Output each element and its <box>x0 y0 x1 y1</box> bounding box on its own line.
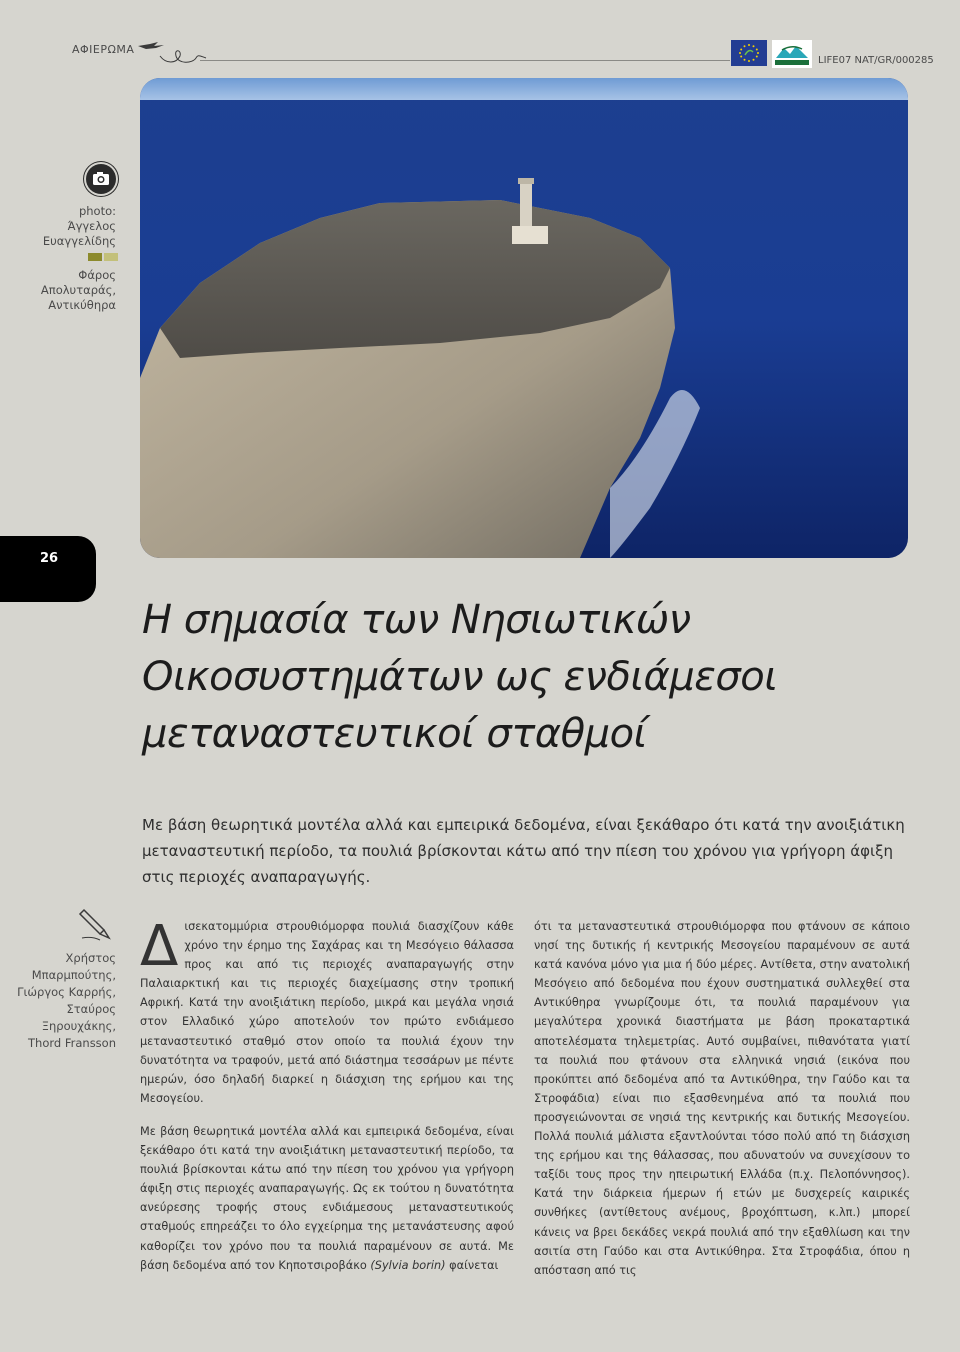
lighthouse-photo <box>140 78 908 558</box>
title-line-3: μεταναστευτικοί σταθμοί <box>142 711 647 757</box>
page-number: 26 <box>40 551 59 566</box>
paragraph-1 <box>140 914 514 1108</box>
photo-credit-label: photo: <box>78 204 116 218</box>
authors: Χρήστος Μπαρμπούτης, Γιώργος Καρρής, Σταύρος Ξηρουχάκης, Thord Fransson <box>17 951 116 1050</box>
section-label: ΑΦΙΕΡΩΜΑ <box>72 43 135 56</box>
pen-icon <box>78 906 112 942</box>
body-column-left <box>140 914 514 1289</box>
bird-logo-icon <box>136 34 216 68</box>
eu-flag-icon <box>731 40 767 66</box>
caption-marker <box>88 253 118 261</box>
paragraph-3: ότι τα μεταναστευτικά στρουθιόμορφα που φτάνουν σε κάποιο νησί της δυτικής ή κεντρικής Μεσογείου παραμένουν σε αυτά κατά κανόνα μόνο για μια ή δύο μέρες. Αντίθετα, στην ανατολική Μεσόγειο από δεδομένα που έχουν συστηματικά συλλεχθεί στα Αντικύθηρα γνωρίζουμε ότι, τα πουλιά παραμένουν για μεγαλύτερα χρονικά διαστήματα με βάση προκαταρτικά αποτελέσματα τηλεμετρίας. Αυτό συμβαίνει, πιθανότατα γιατί τα πουλιά που φτάνουν στα ελληνικά νησιά (εικόνα που προκύπτει από δεδομένα από τα Αντικύθηρα, την Γαύδο και τα Στροφάδια) είναι πιο εξασθενημένα από τα πουλιά που προσγειώνονται σε νησιά της κεντρικής και δυτικής Μεσογείου. Πολλά πουλιά μάλιστα εξαντλούνται τόσο πολύ από τη διάσχιση της ερήμου και της θάλασσας, που αδυνατούν να συνεχίσουν το ταξίδι τους προς την ηπειρωτική Ελλάδα (π.χ. Πελοπόννησος). Κατά την διάρκεια ήμερων ή ετών με δυσχερείς καιρικές συνθήκες (αντίθετους ανέμους, βροχόπτωση, κ.λπ.) μπορεί κάνεις να βρει δεκάδες νεκρά πουλιά από την εξαθλίωση και την ασιτία στη Γαύδο και στα Αντικύθηρα. Στα Στροφάδια, όπου η απόσταση από τις <box>534 920 910 1277</box>
paragraph-1-text: ισεκατομμύρια στρουθιόμορφα πουλιά διασχίζουν κάθε χρόνο την έρημο της Σαχάρας και τη Μεσόγειο θάλασσα προς και από τις περιοχές αναπαραγωγής στην Παλαιαρκτική και τις περιοχές διαχείμασης στην τροπική Αφρική. Κατά την ανοιξιάτικη περίοδο, μικρά και μεγάλα νησιά στον Ελλαδικό χώρο αποτελούν τον πρώτο ενδιάμεσο μεταναστευτικό σταθμό στον οποίο τα πουλιά έχουν την δυνατότητα να τραφούν, μετά από διάστημα τεσσάρων με πέντε ημερών, όσο δηλαδή διαρκεί η διάσχιση της ερήμου και της Μεσογείου. <box>140 920 514 1105</box>
natura-2000-icon <box>772 40 812 68</box>
lead-paragraph: Με βάση θεωρητικά μοντέλα αλλά και εμπειρικά δεδομένα, είναι ξεκάθαρο ότι κατά την ανοιξιάτικη μεταναστευτική περίοδο, τα πουλιά βρίσκονται κάτω από την πίεση του χρόνου για γρήγορη άφιξη στις περιοχές αναπαραγωγής. <box>142 816 905 886</box>
paragraph-2 <box>140 1122 514 1275</box>
paragraph-2-end: φαίνεται <box>445 1258 499 1272</box>
header-rule <box>200 60 730 61</box>
photo-credit <box>6 204 116 249</box>
paragraph-2-text: Με βάση θεωρητικά μοντέλα αλλά και εμπειρικά δεδομένα, είναι ξεκάθαρο ότι κατά την ανοιξιάτικη μεταναστευτική περίοδο, τα πουλιά βρίσκονται κάτω από την πίεση του χρόνου για γρήγορη άφιξη στις περιοχές αναπαραγωγής. Ως εκ τούτου η δυνατότητα ανεύρεσης τροφής στους ενδιάμεσους μεταναστευτικούς σταθμούς επηρεάζει το όλο εγχείρημα της μετανάστευσης αφού καθορίζει τον χρόνο που τα πουλιά παραμένουν σε αυτά. Με βάση δεδομένα από τον Κηποτσιροβάκο <box>140 1124 514 1272</box>
caption-square-olive <box>88 253 102 261</box>
body-column-right <box>534 917 910 1294</box>
photo-caption: Φάρος Απολυταράς, Αντικύθηρα <box>40 268 116 312</box>
article-title <box>142 592 922 763</box>
drop-cap: Δ <box>140 914 179 979</box>
species-name: (Sylvia borin) <box>370 1258 446 1272</box>
life-project-code: LIFE07 NAT/GR/000285 <box>818 55 934 66</box>
caption-square-light <box>104 253 118 261</box>
page-number-tab <box>0 536 96 602</box>
camera-icon <box>86 164 116 194</box>
title-line-2: Οικοσυστημάτων ως ενδιάμεσοι <box>142 654 778 700</box>
title-line-1: Η σημασία των Νησιωτικών <box>142 597 691 643</box>
photo-credit-name: Άγγελος Ευαγγελίδης <box>42 219 116 248</box>
